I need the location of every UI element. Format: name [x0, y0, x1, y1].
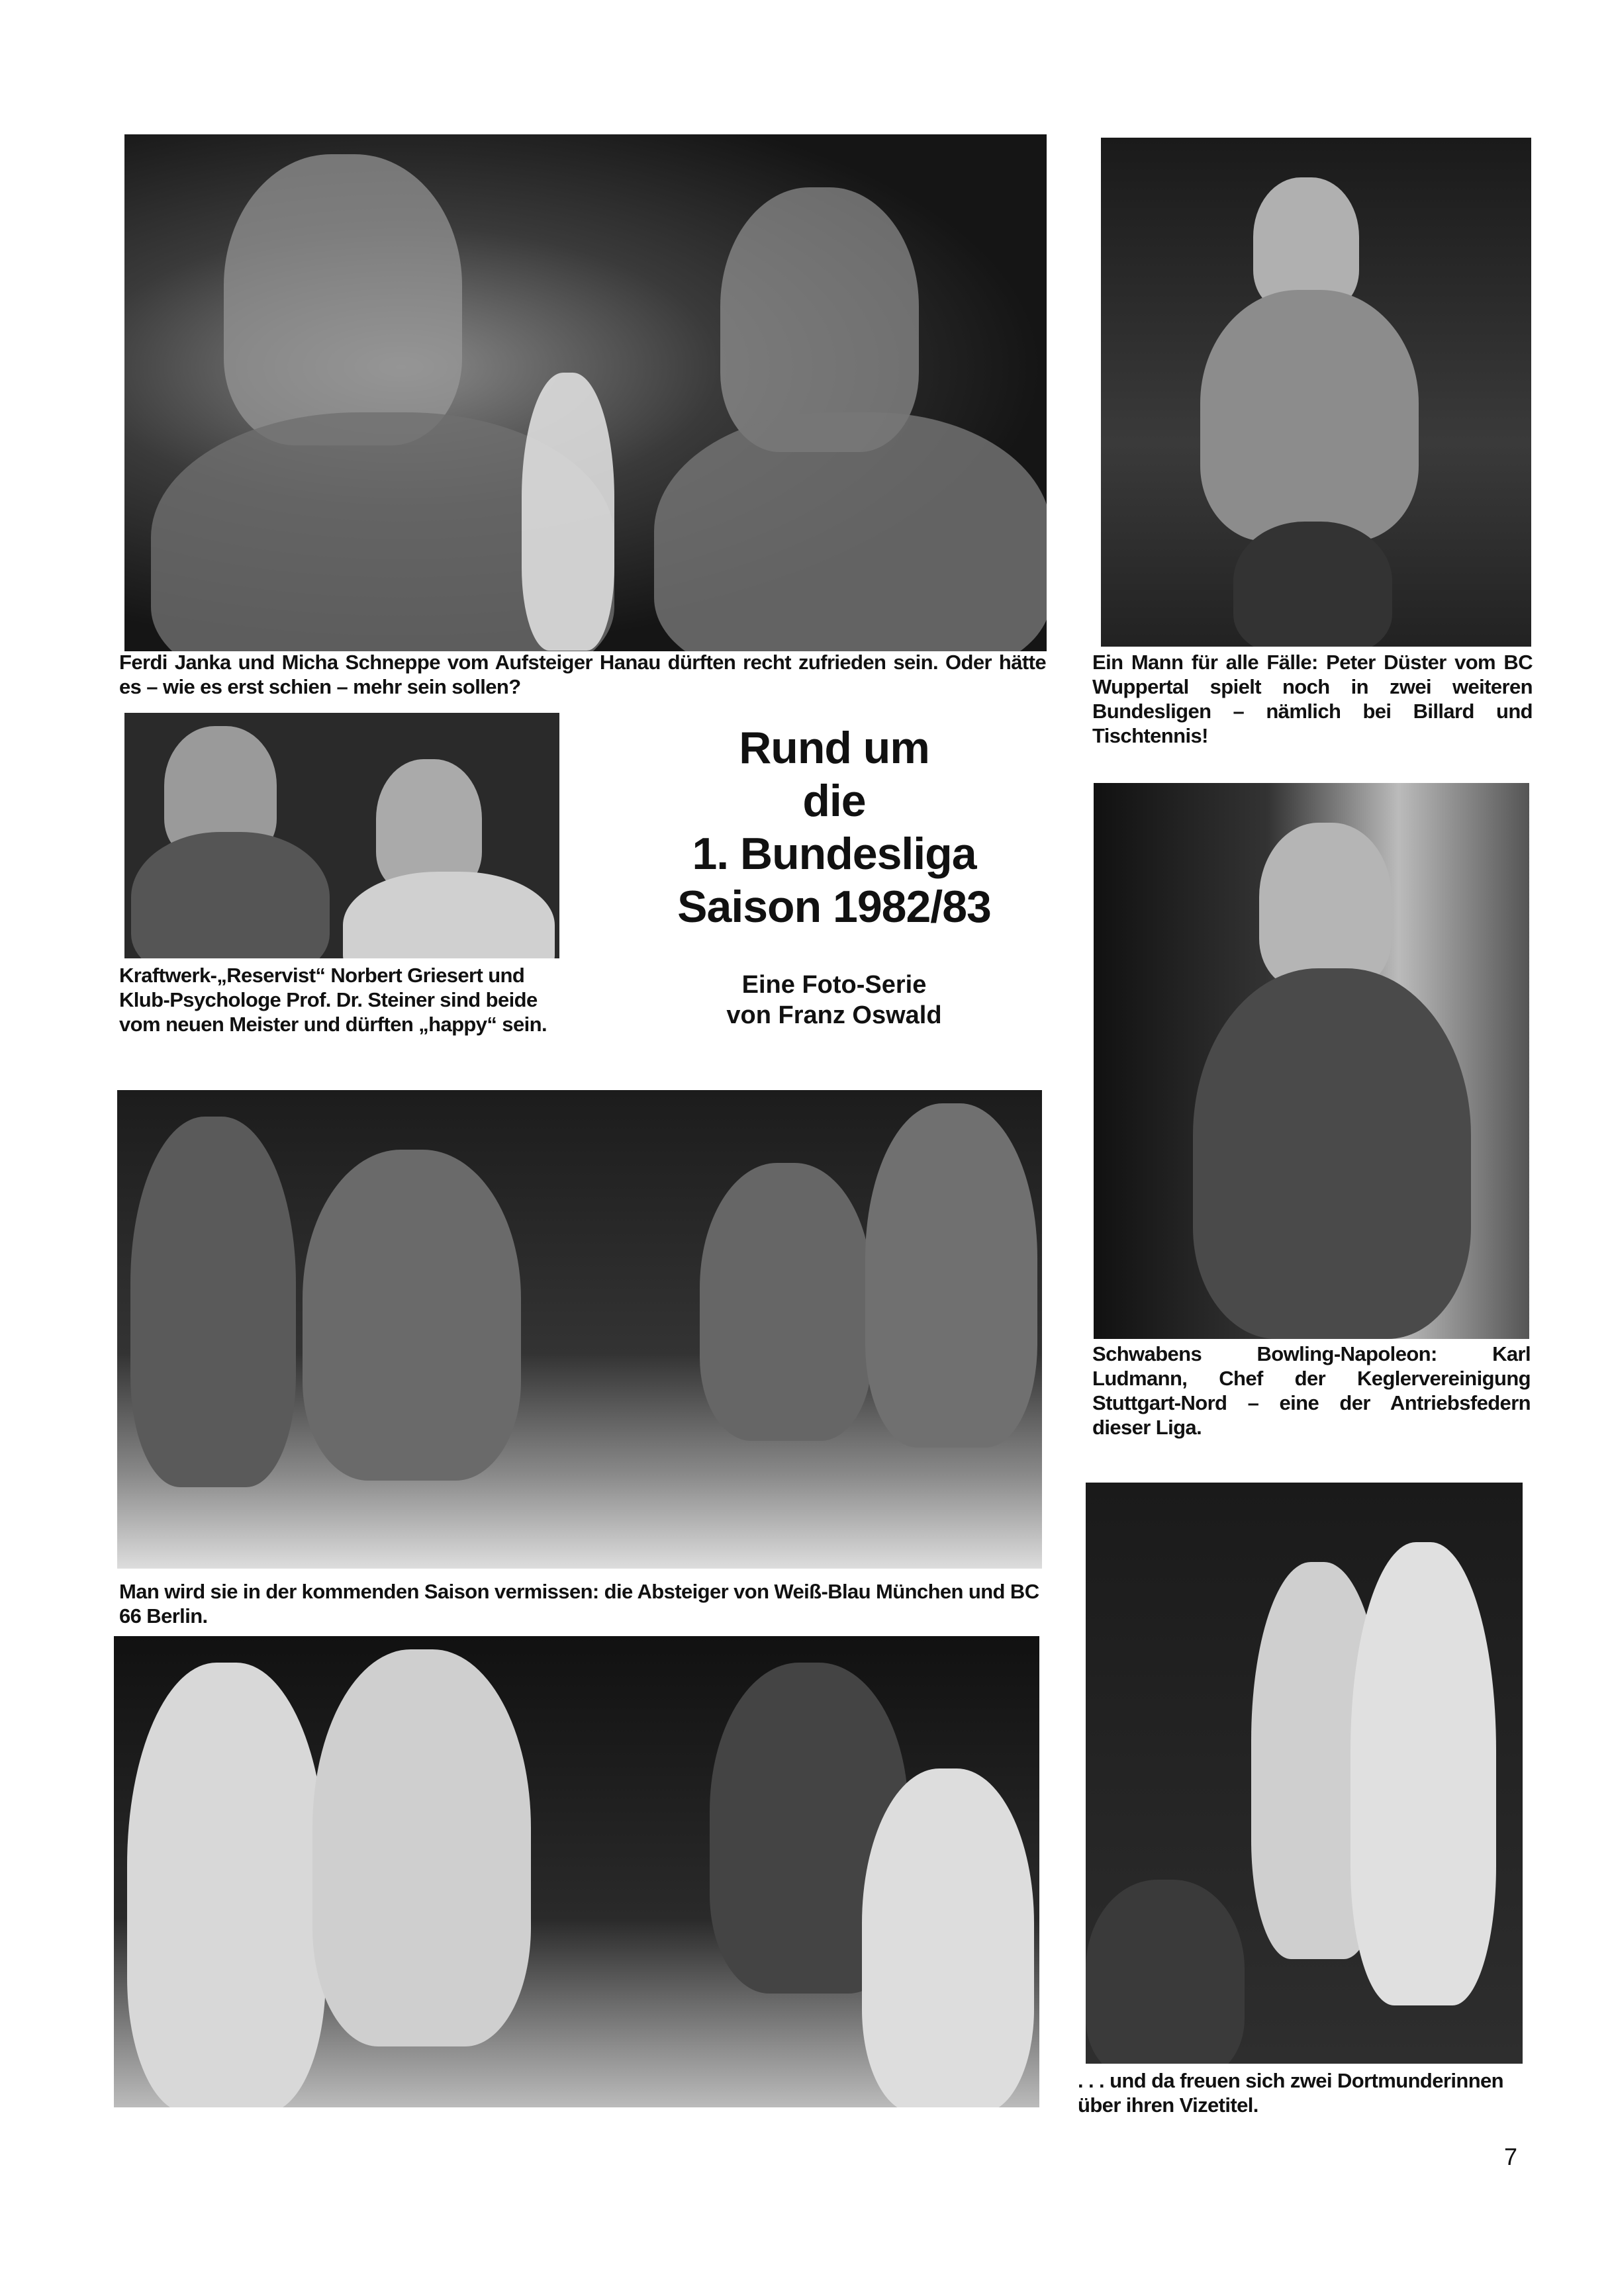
photo-caption: Ferdi Janka und Micha Schneppe vom Aufsteiger Hanau dürften recht zufrieden sein. Oder hätte es – wie es erst schien – mehr sein sollen? [119, 651, 1046, 698]
title-line: die [802, 776, 866, 826]
article-subtitle [636, 970, 1033, 1031]
title-line: Rund um [739, 723, 929, 773]
subtitle-line: von Franz Oswald [726, 1001, 942, 1029]
photo-griesert-steiner [124, 713, 559, 958]
photo-dortmund-women [1086, 1483, 1523, 2064]
title-line: 1. Bundesliga [692, 829, 976, 879]
photo-caption: Ein Mann für alle Fälle: Peter Düster vom BC Wuppertal spielt noch in zwei weiteren Bundesligen – nämlich bei Billard und Tischtennis! [1092, 651, 1533, 747]
photo-caption: Schwabens Bowling-Napoleon: Karl Ludmann, Chef der Keglervereinigung Stuttgart-Nord – eine der Antriebsfedern dieser Liga. [1092, 1342, 1531, 1439]
subtitle-line: Eine Foto-Serie [741, 971, 927, 999]
photo-janka-schneppe [124, 134, 1047, 651]
photo-table-women [114, 1636, 1039, 2107]
photo-absteiger-women [117, 1090, 1042, 1569]
page-number: 7 [1504, 2143, 1518, 2170]
photo-caption: . . . und da freuen sich zwei Dortmunderinnen über ihren Vizetitel. [1078, 2069, 1504, 2117]
photo-caption: Kraftwerk-„Reservist“ Norbert Griesert und Klub-Psychologe Prof. Dr. Steiner sind beide vom neuen Meister und dürften „happy“ sein. [119, 964, 547, 1036]
title-line: Saison 1982/83 [677, 882, 991, 932]
article-title [596, 721, 1072, 933]
photo-karl-ludmann [1094, 783, 1529, 1339]
photo-caption: Man wird sie in der kommenden Saison vermissen: die Absteiger von Weiß-Blau München und BC 66 Berlin. [119, 1580, 1039, 1628]
photo-peter-duester [1101, 138, 1531, 647]
